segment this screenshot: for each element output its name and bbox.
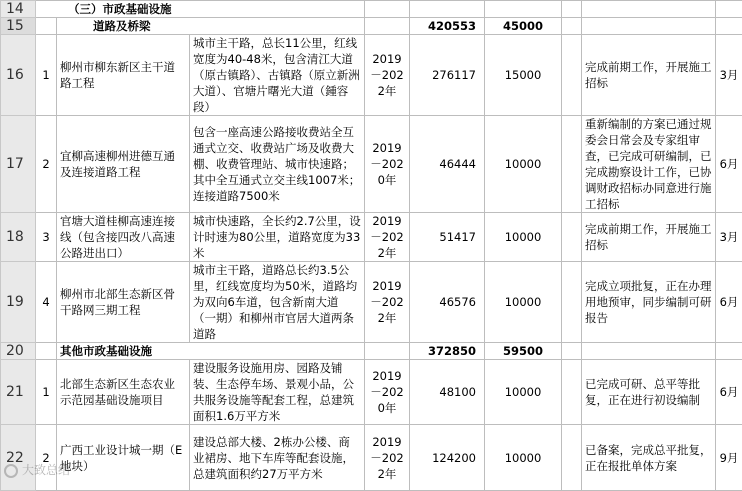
- period-cell[interactable]: 2019－2020年: [365, 360, 410, 425]
- cell[interactable]: [716, 343, 742, 360]
- cell[interactable]: [582, 18, 716, 35]
- table-row[interactable]: [1, 360, 742, 425]
- total-invest-cell[interactable]: 124200: [410, 425, 485, 491]
- project-name-cell[interactable]: 宜柳高速柳州进德互通及连接道路工程: [57, 116, 190, 213]
- cell[interactable]: [562, 262, 582, 343]
- index-cell[interactable]: 2: [36, 425, 57, 491]
- row-header[interactable]: 16: [1, 35, 36, 116]
- progress-cell[interactable]: 已完成可研、总平等批复，正在进行初设编制: [582, 360, 716, 425]
- total-invest-cell[interactable]: 46576: [410, 262, 485, 343]
- content-cell[interactable]: 建设总部大楼、2栋办公楼、商业裙房、地下车库等配套设施，总建筑面积约27万平方米: [190, 425, 365, 491]
- table-row[interactable]: [1, 262, 742, 343]
- year-invest-cell[interactable]: 15000: [485, 35, 562, 116]
- year-invest-cell[interactable]: 10000: [485, 425, 562, 491]
- content-cell[interactable]: 包含一座高速公路接收费站全互通式立交、收费站广场及收费大棚、收费管理站、城市快速路；其中全互通式立交主线1007米；连接道路7500米: [190, 116, 365, 213]
- period-cell[interactable]: 2019－2022年: [365, 425, 410, 491]
- project-name-cell[interactable]: 柳州市柳东新区主干道路工程: [57, 35, 190, 116]
- total-invest-cell[interactable]: 420553: [410, 18, 485, 35]
- table-row[interactable]: [1, 213, 742, 262]
- project-name-cell[interactable]: 北部生态新区生态农业示范园基础设施项目: [57, 360, 190, 425]
- index-cell[interactable]: 4: [36, 262, 57, 343]
- table-row[interactable]: [1, 425, 742, 491]
- period-cell[interactable]: 2019－2020年: [365, 116, 410, 213]
- month-cell[interactable]: 6月: [716, 116, 742, 213]
- project-name-cell[interactable]: 广西工业设计城一期（E地块）: [57, 425, 190, 491]
- cell[interactable]: [365, 1, 410, 18]
- cell[interactable]: [716, 1, 742, 18]
- year-invest-cell[interactable]: 59500: [485, 343, 562, 360]
- cell[interactable]: [562, 1, 582, 18]
- table-row[interactable]: [1, 35, 742, 116]
- year-invest-cell[interactable]: 10000: [485, 116, 562, 213]
- cell[interactable]: [582, 1, 716, 18]
- row-header[interactable]: 17: [1, 116, 36, 213]
- period-cell[interactable]: 2019－2022年: [365, 262, 410, 343]
- row-header[interactable]: 18: [1, 213, 36, 262]
- cell[interactable]: [36, 343, 57, 360]
- row-header[interactable]: 15: [1, 18, 36, 35]
- month-cell[interactable]: 6月: [716, 360, 742, 425]
- month-cell[interactable]: 3月: [716, 35, 742, 116]
- index-cell[interactable]: 2: [36, 116, 57, 213]
- content-cell[interactable]: 城市主干路，道路总长约3.5公里，红线宽度均为50米，道路均为双向6车道，包含新南大道（一期）和柳州市官居大道两条道路: [190, 262, 365, 343]
- year-invest-cell[interactable]: 10000: [485, 262, 562, 343]
- progress-cell[interactable]: 完成前期工作，开展施工招标: [582, 213, 716, 262]
- progress-cell[interactable]: 完成前期工作，开展施工招标: [582, 35, 716, 116]
- cell[interactable]: [562, 213, 582, 262]
- row-header[interactable]: 21: [1, 360, 36, 425]
- cell[interactable]: [582, 343, 716, 360]
- row-header[interactable]: 19: [1, 262, 36, 343]
- total-invest-cell[interactable]: 372850: [410, 343, 485, 360]
- cell[interactable]: [562, 35, 582, 116]
- month-cell[interactable]: 9月: [716, 425, 742, 491]
- index-cell[interactable]: 3: [36, 213, 57, 262]
- watermark-text: 大致总结: [22, 463, 70, 477]
- row-header[interactable]: 14: [1, 1, 36, 18]
- cell[interactable]: [562, 343, 582, 360]
- content-cell[interactable]: 城市主干路，总长11公里，红线宽度为40-48米，包含清江大道（原古镇路）、古镇路（原立新洲大道）、官塘片曙光大道（鍾容段）: [190, 35, 365, 116]
- project-name-cell[interactable]: 柳州市北部生态新区骨干路网三期工程: [57, 262, 190, 343]
- subtotal-name-cell[interactable]: 其他市政基础设施: [57, 343, 365, 360]
- index-cell[interactable]: 1: [36, 360, 57, 425]
- content-cell[interactable]: 城市快速路，全长约2.7公里，设计时速为80公里，道路宽度为33米: [190, 213, 365, 262]
- cell[interactable]: [410, 1, 485, 18]
- year-invest-cell[interactable]: 10000: [485, 213, 562, 262]
- total-invest-cell[interactable]: 51417: [410, 213, 485, 262]
- section-title-cell[interactable]: （三）市政基础设施: [36, 1, 365, 18]
- cell[interactable]: [562, 425, 582, 491]
- cell[interactable]: [562, 360, 582, 425]
- cell[interactable]: [562, 18, 582, 35]
- subtotal-name-cell[interactable]: 道路及桥梁: [57, 18, 365, 35]
- index-cell[interactable]: 1: [36, 35, 57, 116]
- cell[interactable]: [562, 116, 582, 213]
- progress-cell[interactable]: 重新编制的方案已通过规委会日常会及专家组审查，已完成可研编制，已完成勘察设计工作，已协调财政招标办同意进行施工招标: [582, 116, 716, 213]
- cell[interactable]: [485, 1, 562, 18]
- content-cell[interactable]: 建设服务设施用房、园路及铺装、生态停车场、景观小品，公共服务设施等配套工程，总建筑面积1.6万平方米: [190, 360, 365, 425]
- cell[interactable]: [365, 18, 410, 35]
- table-row[interactable]: [1, 1, 742, 18]
- total-invest-cell[interactable]: 46444: [410, 116, 485, 213]
- cell[interactable]: [365, 343, 410, 360]
- cell[interactable]: [36, 18, 57, 35]
- total-invest-cell[interactable]: 48100: [410, 360, 485, 425]
- table-row[interactable]: [1, 116, 742, 213]
- month-cell[interactable]: 6月: [716, 262, 742, 343]
- project-name-cell[interactable]: 官塘大道桂柳高速连接线（包含接四改八高速公路进出口）: [57, 213, 190, 262]
- table-row[interactable]: [1, 18, 742, 35]
- year-invest-cell[interactable]: 45000: [485, 18, 562, 35]
- period-cell[interactable]: 2019－2022年: [365, 35, 410, 116]
- total-invest-cell[interactable]: 276117: [410, 35, 485, 116]
- month-cell[interactable]: 3月: [716, 213, 742, 262]
- progress-cell[interactable]: 已备案，完成总平批复，正在报批单体方案: [582, 425, 716, 491]
- period-cell[interactable]: 2019－2022年: [365, 213, 410, 262]
- table-row[interactable]: [1, 343, 742, 360]
- progress-cell[interactable]: 完成立项批复，正在办理用地预审，同步编制可研报告: [582, 262, 716, 343]
- row-header[interactable]: 22: [1, 425, 36, 491]
- cell[interactable]: [716, 18, 742, 35]
- year-invest-cell[interactable]: 10000: [485, 360, 562, 425]
- row-header[interactable]: 20: [1, 343, 36, 360]
